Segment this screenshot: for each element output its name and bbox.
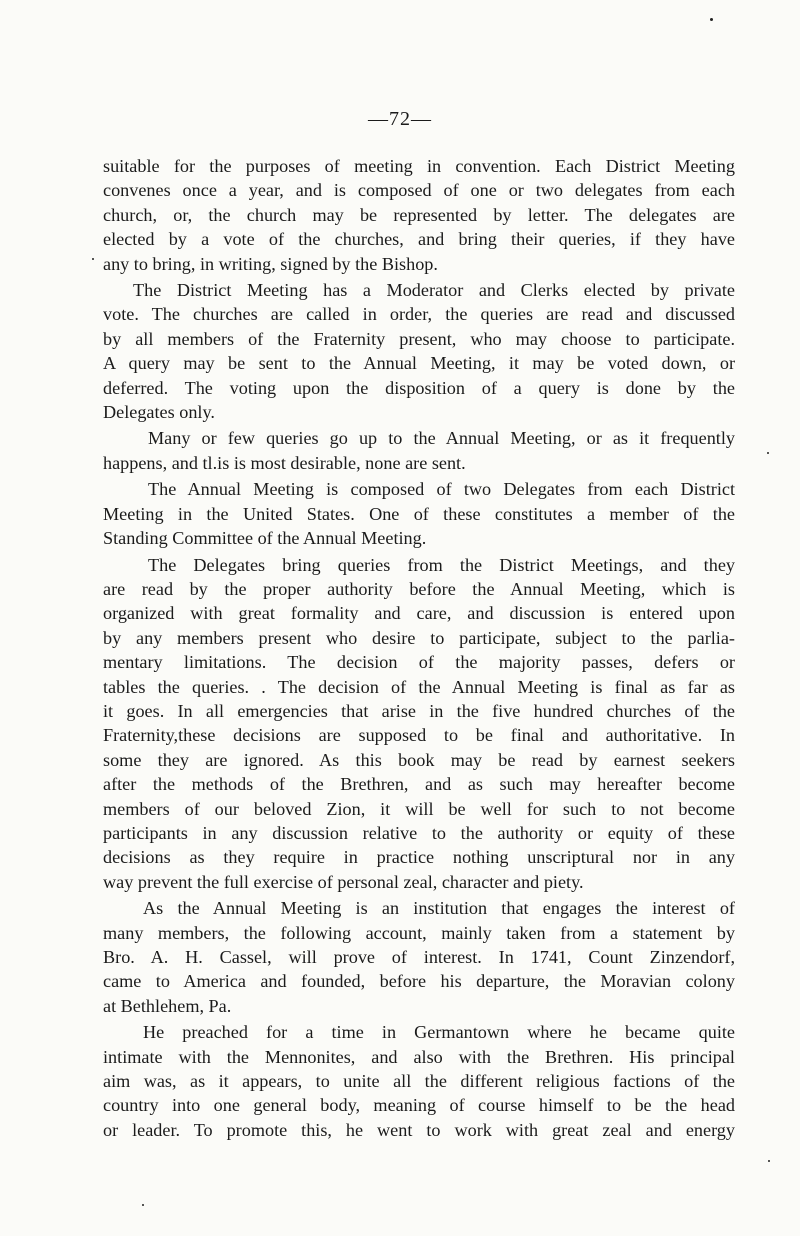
text-line: are read by the proper authority before the Annual Meeting, which is: [103, 578, 735, 599]
ink-speck: [768, 1160, 770, 1162]
text-line: way prevent the full exercise of personal zeal, character and piety.: [103, 871, 584, 892]
text-line: Delegates only.: [103, 402, 215, 423]
paragraph: [103, 553, 735, 895]
ink-speck: [767, 452, 769, 454]
text-line: elected by a vote of the churches, and bring their queries, if they have: [103, 229, 735, 250]
ink-speck: [710, 18, 713, 21]
paragraph: [103, 278, 735, 424]
text-line: tables the queries. . The decision of the Annual Meeting is final as far as: [103, 676, 735, 697]
text-line: Bro. A. H. Cassel, will prove of interest. In 1741, Count Zinzendorf,: [103, 947, 735, 967]
text-line: aim was, as it appears, to unite all the different religious factions of the: [103, 1071, 735, 1092]
text-line: intimate with the Mennonites, and also with the Brethren. His principal: [103, 1046, 735, 1067]
paragraph: [103, 426, 735, 475]
ink-speck: [142, 1204, 144, 1206]
text-line: Fraternity,these decisions are supposed to be final and authoritative. In: [103, 725, 735, 746]
paragraph: [103, 896, 735, 1018]
ink-speck: [92, 258, 94, 260]
page-body: [103, 154, 735, 1144]
paragraph: [103, 154, 735, 276]
text-line: some they are ignored. As this book may be read by earnest seekers: [103, 749, 735, 770]
text-line: Standing Committee of the Annual Meeting.: [103, 528, 427, 549]
text-line: suitable for the purposes of meeting in convention. Each District Meeting: [103, 156, 735, 176]
text-line: by all members of the Fraternity present, who may choose to participate.: [103, 328, 735, 349]
text-line: The Annual Meeting is composed of two Delegates from each District: [148, 479, 735, 500]
paragraph: [103, 477, 735, 550]
text-line: deferred. The voting upon the disposition of a query is done by the: [103, 377, 735, 398]
text-line: members of our beloved Zion, it will be well for such to not become: [103, 798, 735, 819]
text-line: decisions as they require in practice nothing unscriptural nor in any: [103, 847, 735, 868]
text-line: any to bring, in writing, signed by the Bishop.: [103, 253, 438, 274]
text-line: He preached for a time in Germantown where he became quite: [143, 1022, 735, 1043]
text-line: happens, and tl.is is most desirable, none are sent.: [103, 452, 466, 473]
text-line: convenes once a year, and is composed of one or two delegates from each: [103, 180, 735, 201]
paragraph: [103, 1020, 735, 1142]
text-line: A query may be sent to the Annual Meeting, it may be voted down, or: [103, 353, 735, 374]
text-line: country into one general body, meaning of course himself to be the head: [103, 1095, 735, 1116]
text-line: came to America and founded, before his departure, the Moravian colony: [103, 971, 735, 992]
text-line: after the methods of the Brethren, and as such may hereafter become: [103, 774, 735, 795]
text-line: Many or few queries go up to the Annual Meeting, or as it frequently: [148, 428, 735, 449]
text-line: church, or, the church may be represented by letter. The delegates are: [103, 204, 735, 225]
text-line: The Delegates bring queries from the District Meetings, and they: [148, 554, 735, 575]
page-number: —72—: [368, 108, 432, 130]
text-line: it goes. In all emergencies that arise in the five hundred churches of the: [103, 700, 735, 721]
text-line: vote. The churches are called in order, the queries are read and discussed: [103, 304, 735, 325]
text-line: organized with great formality and care, and discussion is entered upon: [103, 603, 735, 624]
text-line: participants in any discussion relative to the authority or equity of these: [103, 822, 735, 843]
text-line: at Bethlehem, Pa.: [103, 995, 232, 1016]
text-line: The District Meeting has a Moderator and Clerks elected by private: [133, 280, 735, 301]
text-line: by any members present who desire to participate, subject to the parlia-: [103, 627, 735, 648]
text-line: As the Annual Meeting is an institution that engages the interest of: [143, 898, 735, 919]
text-line: Meeting in the United States. One of these constitutes a member of the: [103, 503, 735, 524]
text-line: many members, the following account, mainly taken from a statement by: [103, 922, 735, 943]
text-line: or leader. To promote this, he went to work with great zeal and energy: [103, 1119, 735, 1140]
text-line: mentary limitations. The decision of the majority passes, defers or: [103, 652, 735, 673]
